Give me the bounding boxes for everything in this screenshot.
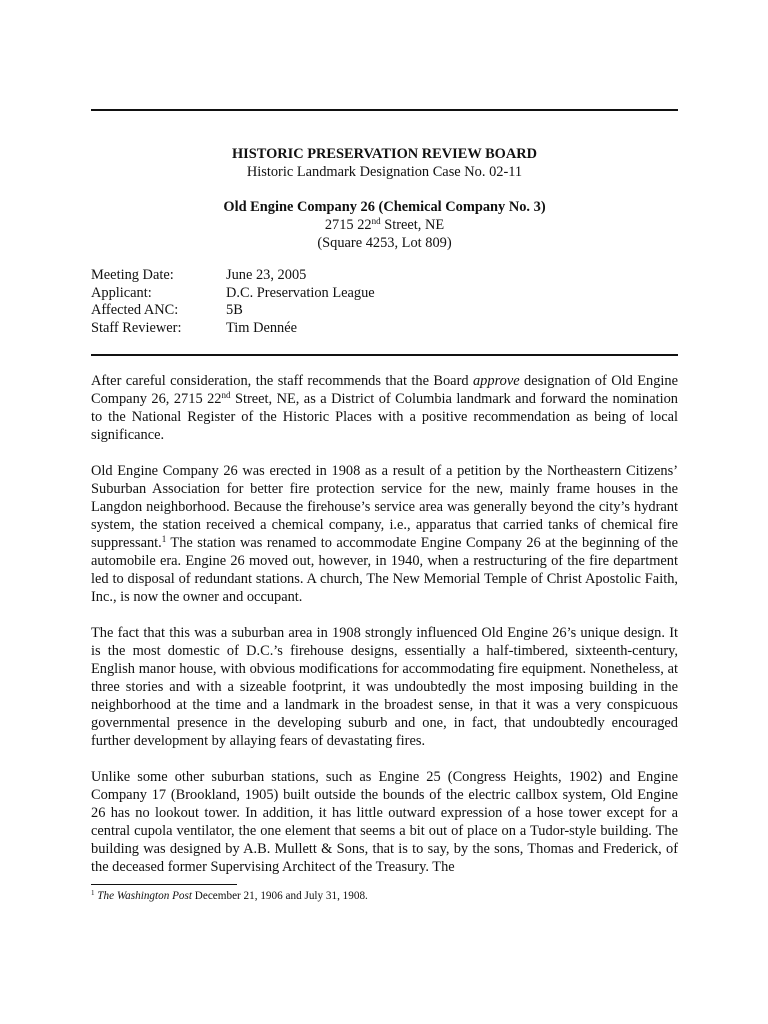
text-run: Street, NE, as a District of Columbia landmark and forward the nomination to the National Register of the Historic Places with a positive recommendation as being of local significance. bbox=[91, 391, 678, 443]
meta-value: D.C. Preservation League bbox=[226, 284, 375, 301]
meeting-info bbox=[91, 267, 375, 337]
paragraph-recommendation bbox=[91, 372, 678, 444]
property-address bbox=[91, 216, 678, 234]
address-number: 2715 22 bbox=[324, 217, 372, 233]
meta-value: 5B bbox=[226, 302, 243, 318]
footnote-reference[interactable]: 1 bbox=[161, 534, 167, 544]
footnote bbox=[91, 889, 368, 903]
text-run: After careful consideration, the staff recommends that the Board bbox=[91, 373, 473, 389]
footnote-source: The Washington Post bbox=[97, 890, 192, 902]
paragraph-history bbox=[91, 462, 678, 606]
footnote-text: December 21, 1906 and July 31, 1908. bbox=[192, 890, 368, 902]
text-run: designation of Old Engine Company 26, 2715 22 bbox=[91, 373, 678, 407]
address-street: Street, NE bbox=[380, 217, 445, 233]
text-run: The station was renamed to accommodate Engine Company 26 at the beginning of the automobile era. Engine 26 moved out, however, in 1940, when a restructuring of the fire department led to disposal of redundant stations. A church, The New Memorial Temple of Christ Apostolic Faith, Inc., is now the owner and occupant. bbox=[91, 535, 678, 605]
board-title: HISTORIC PRESERVATION REVIEW BOARD bbox=[231, 146, 538, 162]
footnote-mark: 1 bbox=[91, 889, 95, 897]
address-ordinal: nd bbox=[371, 216, 381, 226]
meta-label: Staff Reviewer: bbox=[91, 319, 182, 336]
meta-row-anc bbox=[91, 302, 375, 320]
ordinal-sup: nd bbox=[221, 390, 231, 400]
text-run: Old Engine Company 26 was erected in 1908 as a result of a petition by the Northeastern Citizens’ Suburban Association for better fire protection service for the new, mainly frame houses in the Langdon neighborhood. Because the firehouse’s service area was generally beyond the city’s hydrant system, the station received a chemical company, i.e., apparatus that carried tanks of chemical fire suppressant. bbox=[91, 463, 678, 551]
meta-label: Meeting Date: bbox=[91, 267, 174, 283]
property-name: Old Engine Company 26 (Chemical Company No. 3) bbox=[223, 199, 546, 215]
paragraph-design: The fact that this was a suburban area in 1908 strongly influenced Old Engine 26’s unique design. It is the most domestic of D.C.’s firehouse designs, essentially a half-timbered, sixteenth-century, English manor house, with obvious modifications for accommodating fire equipment. Nonetheless, at three stories and with a sizeable footprint, it was undoubtedly the most imposing building in the neighborhood at the time and a landmark in the broadest sense, in that it was a very conspicuous governmental presence in the developing suburb and one, in fact, that undoubtedly encouraged further development by allaying fears of devastating fires. bbox=[91, 625, 678, 749]
meta-value: Tim Dennée bbox=[226, 319, 298, 336]
case-number: Historic Landmark Designation Case No. 02-11 bbox=[246, 164, 523, 180]
meta-row-applicant bbox=[91, 285, 375, 303]
section-rule bbox=[91, 354, 678, 356]
meta-row-meeting-date bbox=[91, 267, 375, 285]
meta-label: Applicant: bbox=[91, 284, 152, 301]
square-lot: (Square 4253, Lot 809) bbox=[317, 235, 452, 251]
meta-label: Affected ANC: bbox=[91, 302, 179, 318]
meta-row-staff-reviewer bbox=[91, 320, 375, 338]
body-text bbox=[91, 372, 678, 894]
emphasis-approve: approve bbox=[472, 373, 520, 389]
footnote-separator bbox=[91, 884, 237, 885]
paragraph-comparison: Unlike some other suburban stations, such as Engine 25 (Congress Heights, 1902) and Engine Company 17 (Brookland, 1905) built outside the bounds of the electric callbox system, Old Engine 26 has no lookout tower. In addition, it has little outward expression of a hose tower except for a central cupola ventilator, the one element that seems a bit out of place on a Tudor-style building. The building was designed by A.B. Mullett & Sons, that is to say, by the sons, Thomas and Frederick, of the deceased former Supervising Architect of the Treasury. The bbox=[91, 769, 678, 875]
top-rule bbox=[91, 109, 678, 111]
meta-value: June 23, 2005 bbox=[226, 267, 307, 283]
